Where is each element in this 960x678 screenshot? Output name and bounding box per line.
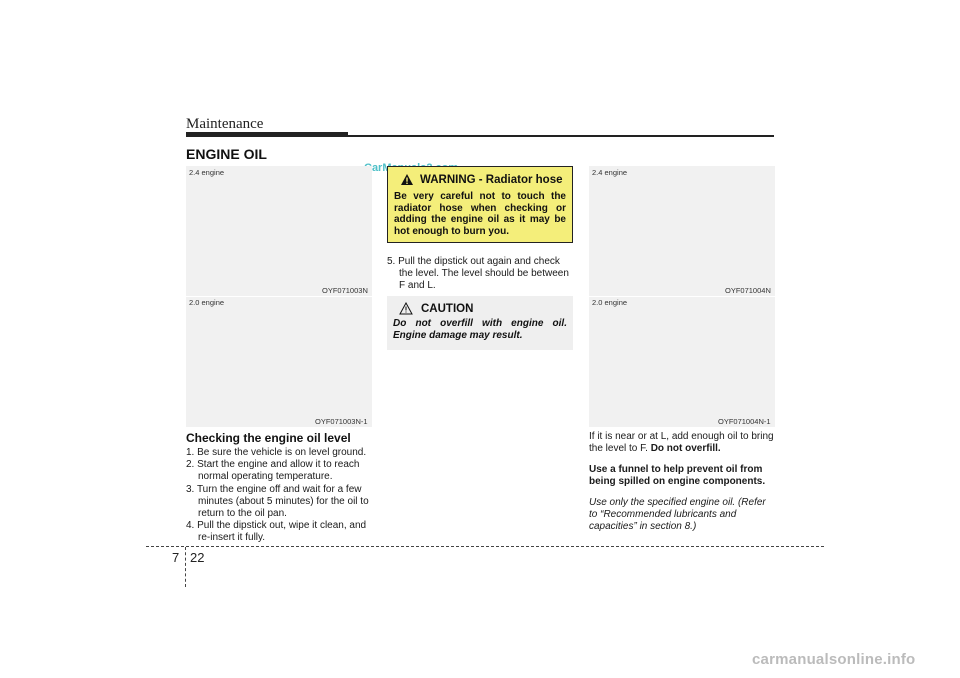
engine-image-2-0-left (186, 297, 372, 427)
image-caption: 2.0 engine (189, 298, 225, 307)
warning-icon (400, 173, 414, 186)
warning-text: Be very careful not to touch the radiator hose when checking or adding the engine oil as it may be hot enough to burn you. (394, 191, 566, 237)
header-rule-thick (186, 132, 348, 137)
list-item: 1. Be sure the vehicle is on level ground. (186, 447, 367, 458)
subsection-heading: Checking the engine oil level (186, 431, 351, 445)
page-number: 22 (190, 550, 205, 565)
caution-text: Do not overfill with engine oil. Engine damage may result. (393, 318, 567, 341)
list-item: 5. Pull the dipstick out again and check the level. The level should be between F and L. (387, 256, 569, 292)
caution-header (399, 302, 567, 315)
warning-box (387, 166, 573, 243)
warning-header (400, 173, 566, 186)
specified-oil-paragraph: Use only the specified engine oil. (Refer to “Recommended lubricants and capacities” in section 8.) (589, 497, 766, 533)
step-5-text (387, 256, 574, 293)
chapter-number: 7 (172, 550, 180, 565)
page-header-title: Maintenance (186, 116, 264, 132)
steps-list (186, 447, 374, 545)
engine-image-2-4-right (589, 166, 775, 296)
image-caption: 2.0 engine (592, 298, 628, 307)
oil-level-paragraph (589, 431, 776, 455)
section-title: ENGINE OIL (186, 146, 267, 162)
list-item: 2. Start the engine and allow it to reach normal operating temperature. (186, 459, 360, 483)
image-code: OYF071004N (725, 286, 771, 295)
header-rule-thin (348, 135, 774, 137)
site-logo[interactable]: carmanualsonline.info (752, 651, 916, 668)
caution-box (387, 296, 573, 350)
warning-label: WARNING - Radiator hose (420, 173, 563, 186)
image-code: OYF071003N-1 (315, 417, 368, 426)
engine-image-2-0-right (589, 297, 775, 427)
image-caption: 2.4 engine (189, 168, 225, 177)
footer-rule (146, 546, 824, 547)
engine-image-2-4-left (186, 166, 372, 296)
caution-icon (399, 302, 413, 315)
paragraph-bold: Do not overfill. (650, 443, 721, 455)
image-code: OYF071004N-1 (718, 417, 771, 426)
list-item: 3. Turn the engine off and wait for a few minutes (about 5 minutes) for the oil to return to the oil pan. (186, 483, 369, 520)
caution-label: CAUTION (421, 302, 474, 315)
paragraph-text: If it is near or at L, add enough oil to bring the level to F. (589, 431, 774, 455)
list-item: 4. Pull the dipstick out, wipe it clean, and re-insert it fully. (186, 520, 367, 544)
image-caption: 2.4 engine (592, 168, 628, 177)
footer-divider (185, 547, 186, 587)
funnel-paragraph: Use a funnel to help prevent oil from being spilled on engine components. (589, 464, 766, 488)
image-code: OYF071003N (322, 286, 368, 295)
